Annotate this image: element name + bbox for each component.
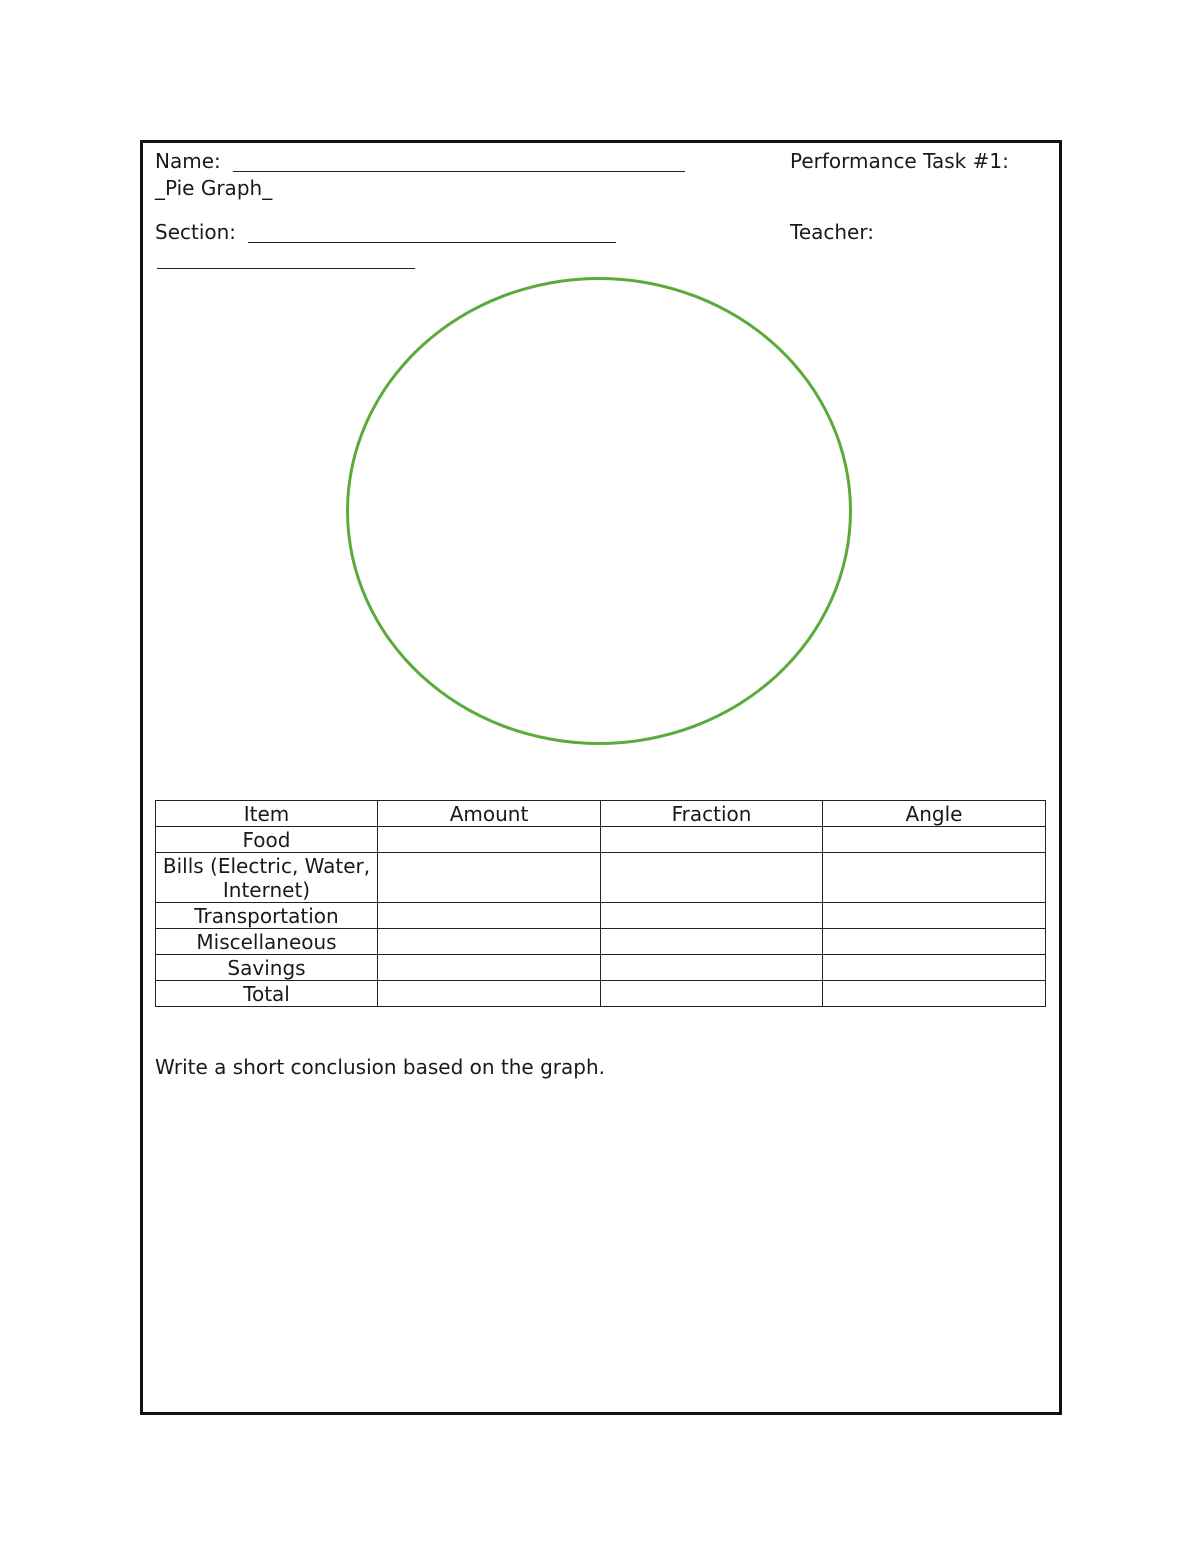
fraction-cell[interactable] [601,853,823,903]
amount-cell[interactable] [378,827,601,853]
teacher-blank[interactable] [157,268,415,269]
header-item: Item [156,801,378,827]
table-row [156,929,1046,955]
task-label: Performance Task #1: [790,149,1009,173]
angle-cell[interactable] [823,929,1046,955]
fraction-cell[interactable] [601,929,823,955]
table-row [156,955,1046,981]
header-fraction: Fraction [601,801,823,827]
fraction-cell[interactable] [601,827,823,853]
row-label: Bills (Electric, Water, Internet) [156,853,378,903]
header-amount: Amount [378,801,601,827]
angle-cell[interactable] [823,827,1046,853]
name-blank[interactable] [233,171,685,172]
row-label: Transportation [156,903,378,929]
section-label: Section: [155,220,237,244]
section-blank[interactable] [248,242,616,243]
teacher-label: Teacher: [790,220,874,244]
task-title: _Pie Graph_ [155,176,273,200]
amount-cell[interactable] [378,903,601,929]
amount-cell[interactable] [378,853,601,903]
angle-cell[interactable] [823,903,1046,929]
fraction-cell[interactable] [601,981,823,1007]
amount-cell[interactable] [378,929,601,955]
row-label: Miscellaneous [156,929,378,955]
name-label: Name: [155,149,221,173]
row-label: Total [156,981,378,1007]
table-row [156,903,1046,929]
pie-graph-circle [346,277,852,745]
conclusion-prompt: Write a short conclusion based on the graph. [155,1055,605,1079]
angle-cell[interactable] [823,981,1046,1007]
table-header-row [156,801,1046,827]
table-row [156,853,1046,903]
table-row [156,827,1046,853]
row-label: Food [156,827,378,853]
amount-cell[interactable] [378,955,601,981]
angle-cell[interactable] [823,853,1046,903]
row-label: Savings [156,955,378,981]
amount-cell[interactable] [378,981,601,1007]
budget-table [155,800,1046,1007]
header-angle: Angle [823,801,1046,827]
fraction-cell[interactable] [601,903,823,929]
angle-cell[interactable] [823,955,1046,981]
fraction-cell[interactable] [601,955,823,981]
table-row [156,981,1046,1007]
